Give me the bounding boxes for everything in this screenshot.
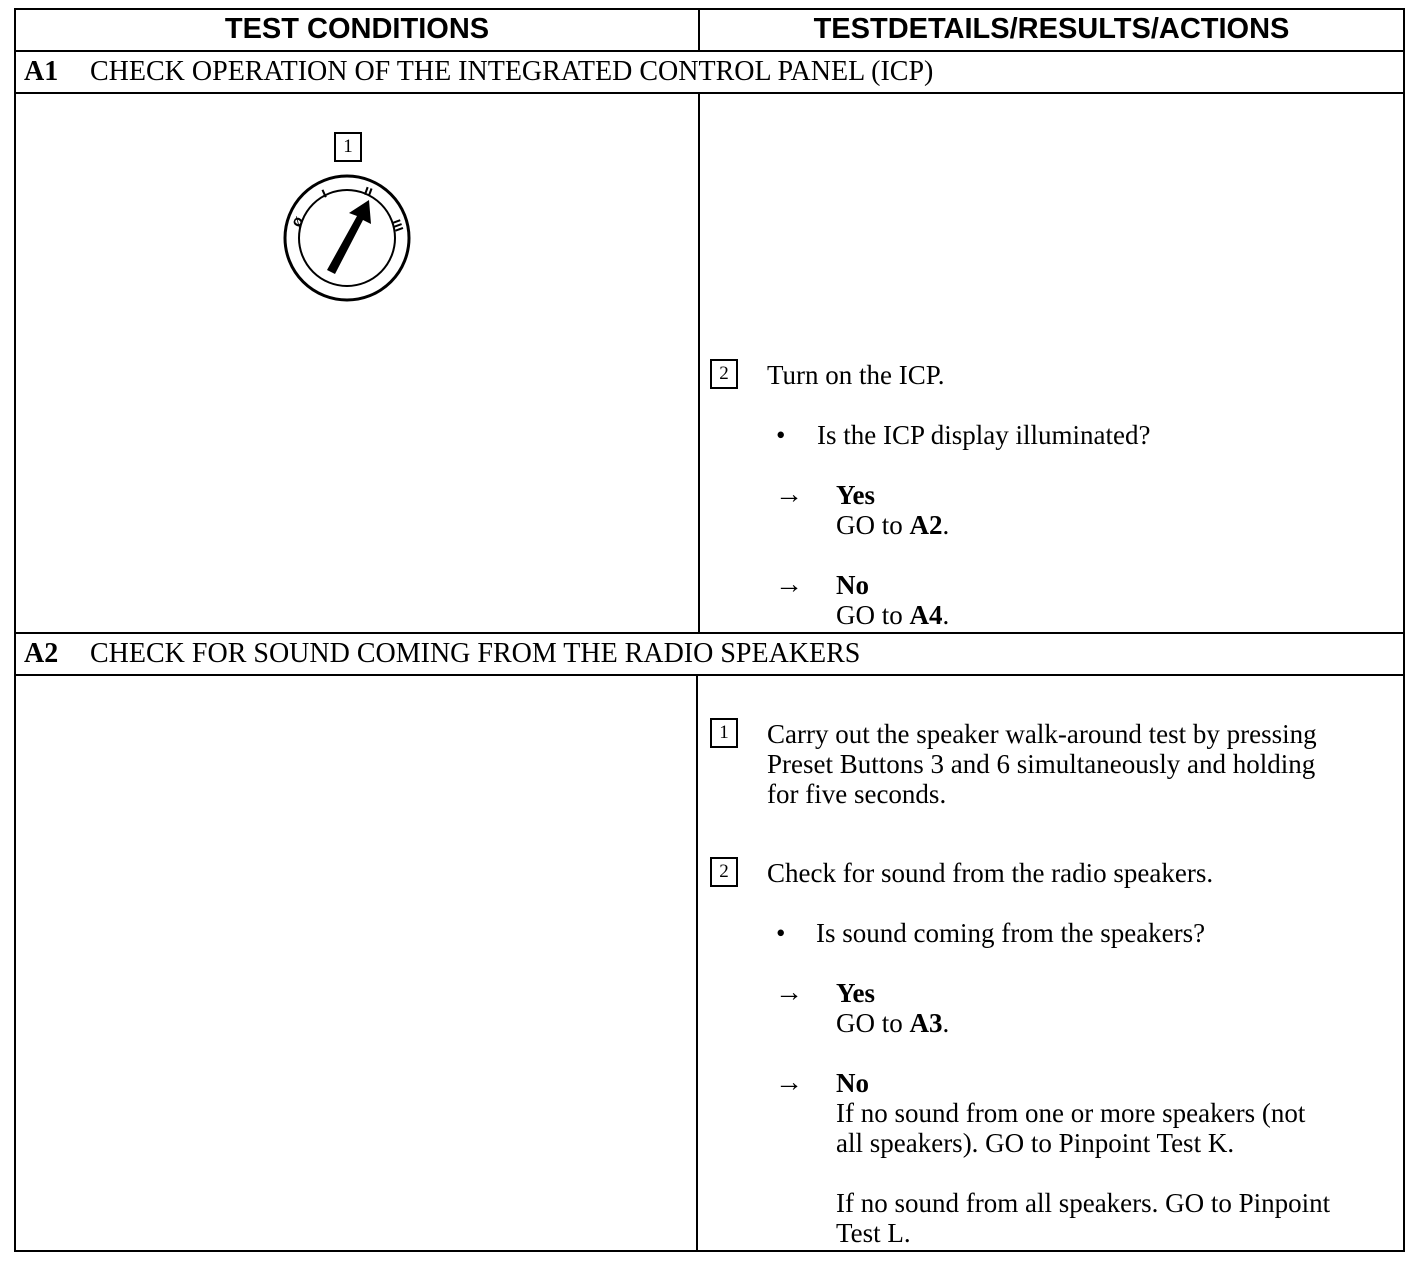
result-answer: Yes [836, 480, 875, 510]
arrow-right-icon: → [775, 569, 803, 600]
bullet-icon: • [776, 918, 786, 948]
step-number-box: 2 [710, 857, 738, 887]
position-label: II [361, 184, 375, 200]
step-number-box: 2 [710, 359, 738, 389]
section-code: A1 [24, 56, 59, 87]
result-answer: No [836, 1068, 869, 1098]
table-border-bottom [14, 1250, 1405, 1252]
position-label: I [319, 187, 329, 201]
result-action: GO to A4. [836, 600, 950, 630]
arrow-right-icon: → [775, 977, 803, 1008]
step-instruction: Carry out the speaker walk-around test by pressing Preset Buttons 3 and 6 simultaneously and holding for five seconds. [767, 719, 1317, 809]
result-yes [836, 480, 949, 540]
result-action: GO to A3. [836, 1008, 950, 1038]
result-action: If no sound from one or more speakers (not all speakers). GO to Pinpoint Test K. [836, 1098, 1306, 1158]
section-code: A2 [24, 638, 59, 669]
result-answer: Yes [836, 978, 875, 1008]
position-label: Ø [290, 214, 307, 230]
section-a1-title [24, 56, 933, 88]
table-border-left [14, 8, 16, 1252]
column-divider-a2 [696, 674, 698, 1252]
section-title: CHECK FOR SOUND COMING FROM THE RADIO SPEAKERS [90, 638, 861, 669]
step-number-box: 1 [334, 132, 362, 162]
header-test-conditions: TEST CONDITIONS [224, 12, 490, 45]
step-instruction: Check for sound from the radio speakers. [767, 858, 1214, 888]
position-label: III [389, 217, 406, 234]
result-action: GO to A2. [836, 510, 950, 540]
section-title: CHECK OPERATION OF THE INTEGRATED CONTROL PANEL (ICP) [90, 56, 934, 87]
result-answer: No [836, 570, 869, 600]
step-question: Is sound coming from the speakers? [816, 918, 1206, 948]
result-action: If no sound from all speakers. GO to Pinpoint Test L. [836, 1188, 1331, 1248]
column-divider-a1 [698, 92, 700, 634]
step-number-box: 1 [710, 718, 738, 748]
a2-section-divider [14, 632, 1405, 634]
section-a2-title [24, 638, 860, 670]
result-yes [836, 978, 949, 1038]
result-no [836, 1068, 1330, 1248]
arrow-right-icon: → [775, 479, 803, 510]
table-border-right [1403, 8, 1405, 1252]
step-instruction: Turn on the ICP. [767, 360, 945, 390]
bullet-icon: • [776, 420, 786, 450]
ignition-switch-icon [277, 168, 417, 308]
header-divider [14, 50, 1405, 52]
a2-title-divider [14, 674, 1405, 676]
header-test-details: TESTDETAILS/RESULTS/ACTIONS [813, 12, 1290, 45]
arrow-right-icon: → [775, 1067, 803, 1098]
switch-pointer-icon [327, 200, 371, 274]
step-question: Is the ICP display illuminated? [817, 420, 1151, 450]
a1-title-divider [14, 92, 1405, 94]
result-no [836, 570, 949, 630]
